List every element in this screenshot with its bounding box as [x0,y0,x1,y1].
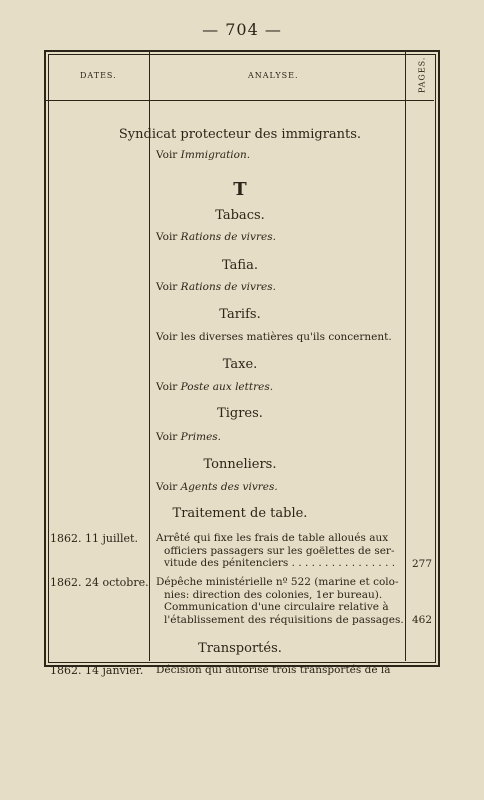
reference-text: Voir Poste aux lettres. [156,381,274,393]
entry-date: 1862. 14 janvier. [50,664,144,677]
reference-text: Voir les diverses matières qu'ils concernent. [156,331,392,343]
entry-heading: Syndicat protecteur des immigrants. [118,127,362,142]
entry-date: 1862. 24 octobre. [50,576,149,589]
column-header-dates: DATES. [80,70,117,80]
entry-heading: Tonneliers. [203,457,277,472]
column-header-pages: PAGES. [417,56,427,94]
entry-heading: Tafia. [222,258,258,273]
entry-text: Dépêche ministérielle nº 522 (marine et colo- nies: direction des colonies, 1er bureau). Communication d'une circulaire relative à l'établissement des réquisitions de passages. [156,576,404,626]
entry-tarifs [46,307,434,322]
entry-heading: Taxe. [222,357,258,372]
reference-text: Voir Rations de vivres. [156,281,276,293]
section-letter [46,179,434,200]
entry-heading: Tarifs. [219,307,261,322]
entry-traitement [46,506,434,521]
entry-transportes [46,641,434,656]
entry-date: 1862. 11 juillet. [50,532,138,545]
entry-tigres [46,406,434,421]
entry-taxe [46,357,434,372]
reference-text: Voir Immigration. [156,149,251,161]
reference-text: Voir Agents des vivres. [156,481,278,493]
dated-entry [46,532,434,572]
dated-entry [46,664,434,678]
entry-heading: Traitement de table. [172,506,308,521]
reference-text: Voir Rations de vivres. [156,231,276,243]
entry-page: 462 [411,614,432,626]
dated-entry [46,576,434,628]
entry-tafia [46,258,434,273]
entry-text: Arrêté qui fixe les frais de table alloués aux officiers passagers sur les goëlettes de ser- vitude des pénitenciers . . . . . . . . . . . . . . . . [156,532,396,569]
entry-heading: Transportés. [198,641,282,656]
entry-tonneliers [46,457,434,472]
entry-page: 277 [411,558,432,570]
page-number: — 704 — [202,20,282,39]
column-header-analyse: ANALYSE. [248,70,299,80]
entry-heading: Tigres. [217,406,263,421]
section-letter-t: T [233,179,247,200]
entry-syndicat [46,127,434,142]
entry-text: Décision qui autorise trois transportés de la [156,664,391,676]
header-divider [46,100,434,101]
entry-tabacs [46,208,434,223]
entry-heading: Tabacs. [215,208,265,223]
reference-text: Voir Primes. [156,431,222,443]
